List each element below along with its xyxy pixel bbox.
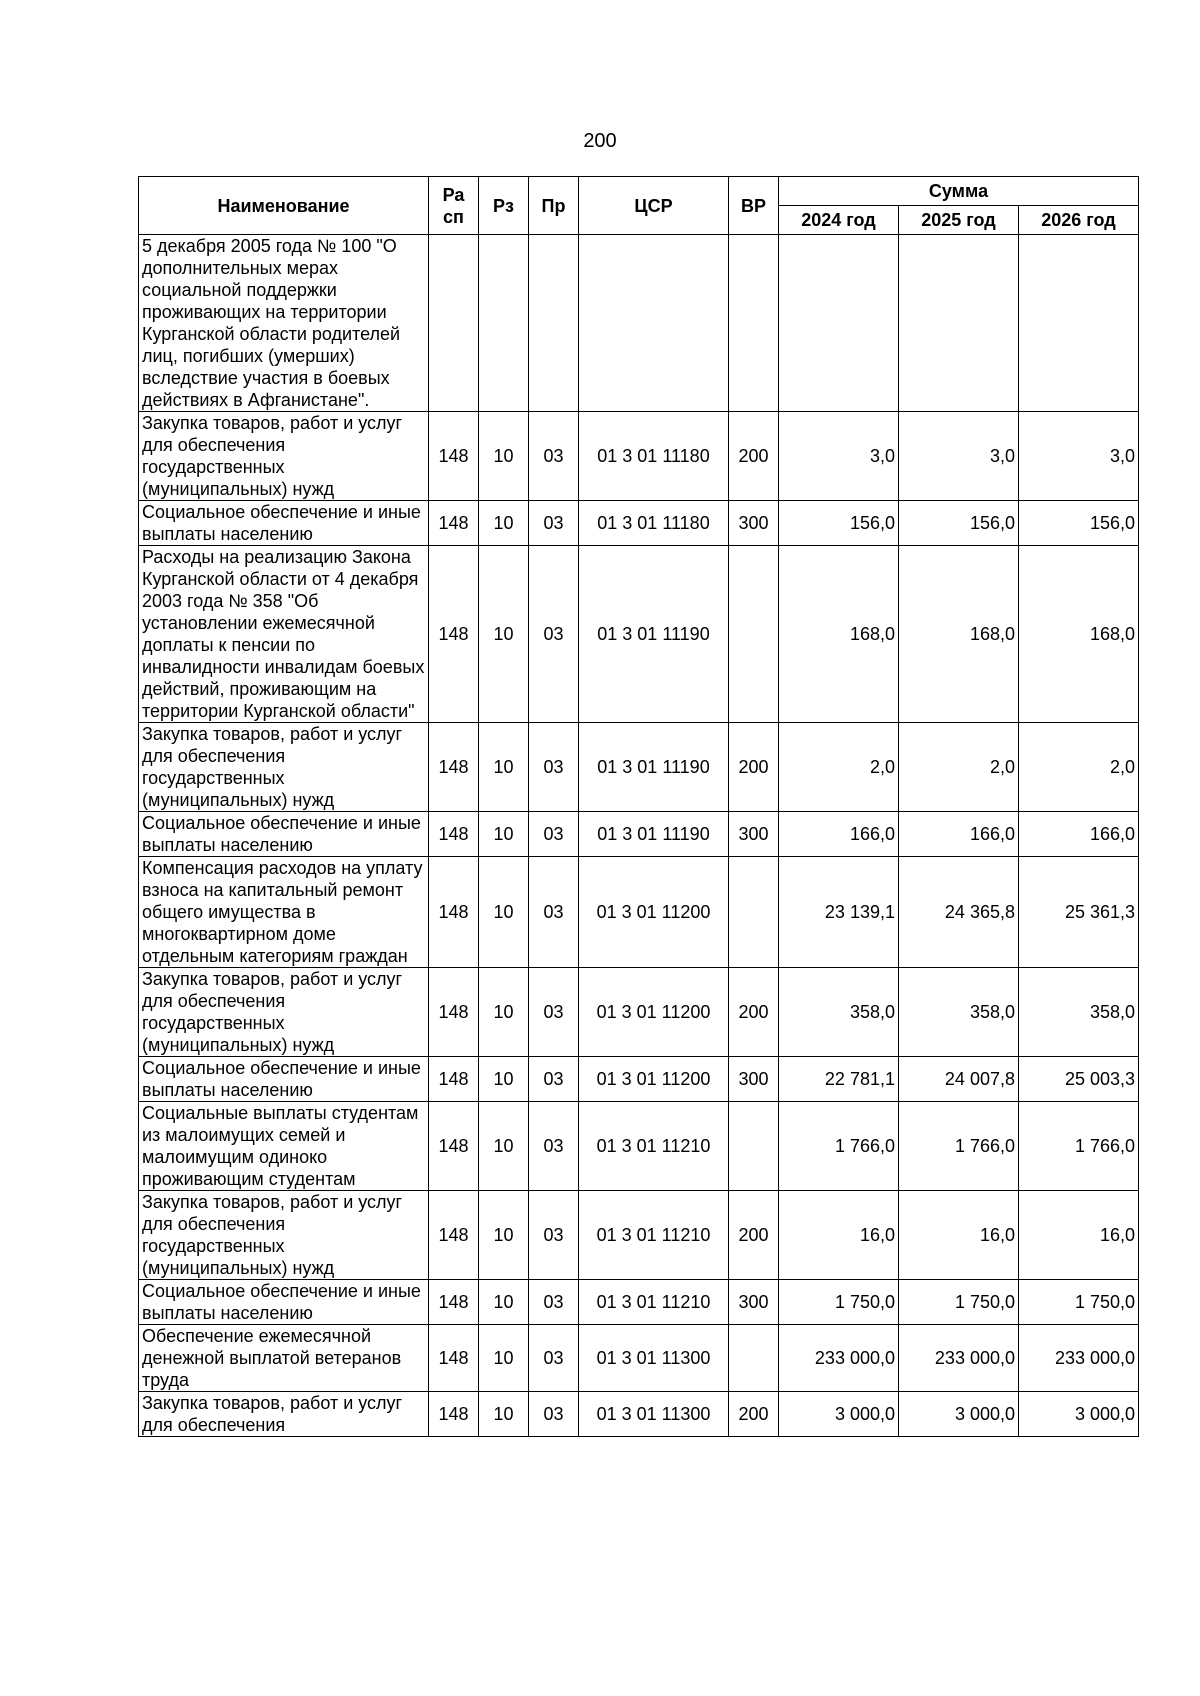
cell-pr: 03	[529, 812, 579, 857]
cell-csr: 01 3 01 11210	[579, 1280, 729, 1325]
cell-2024: 16,0	[779, 1191, 899, 1280]
table-row	[139, 546, 1139, 723]
cell-vr: 300	[729, 1280, 779, 1325]
cell-name: Социальное обеспечение и иные выплаты населению	[139, 501, 429, 546]
cell-rz: 10	[479, 1325, 529, 1392]
cell-pr: 03	[529, 1191, 579, 1280]
header-vr: ВР	[729, 177, 779, 235]
table-row	[139, 1325, 1139, 1392]
cell-pr: 03	[529, 1325, 579, 1392]
cell-2026: 233 000,0	[1019, 1325, 1139, 1392]
cell-vr: 200	[729, 723, 779, 812]
cell-vr: 300	[729, 501, 779, 546]
cell-2026: 1 766,0	[1019, 1102, 1139, 1191]
header-csr: ЦСР	[579, 177, 729, 235]
cell-rz	[479, 235, 529, 412]
cell-name: 5 декабря 2005 года № 100 "О дополнительных мерах социальной поддержки проживающих на территории Курганской области родителей лиц, погибших (умерших) вследствие участия в боевых действиях в Афганистане".	[139, 235, 429, 412]
header-rasp: Ра сп	[429, 177, 479, 235]
cell-csr: 01 3 01 11200	[579, 857, 729, 968]
cell-2025: 358,0	[899, 968, 1019, 1057]
cell-2026: 25 003,3	[1019, 1057, 1139, 1102]
table-row	[139, 235, 1139, 412]
cell-rz: 10	[479, 501, 529, 546]
cell-vr	[729, 857, 779, 968]
cell-2026: 166,0	[1019, 812, 1139, 857]
cell-2025: 168,0	[899, 546, 1019, 723]
table-row	[139, 1102, 1139, 1191]
cell-rz: 10	[479, 723, 529, 812]
cell-pr: 03	[529, 1057, 579, 1102]
cell-rasp: 148	[429, 1325, 479, 1392]
cell-rasp: 148	[429, 1280, 479, 1325]
cell-name: Социальное обеспечение и иные выплаты населению	[139, 1057, 429, 1102]
cell-pr	[529, 235, 579, 412]
cell-2025: 24 007,8	[899, 1057, 1019, 1102]
cell-2025: 166,0	[899, 812, 1019, 857]
cell-csr: 01 3 01 11210	[579, 1102, 729, 1191]
header-sum: Сумма	[779, 177, 1139, 206]
cell-name: Закупка товаров, работ и услуг для обеспечения государственных (муниципальных) нужд	[139, 1191, 429, 1280]
cell-vr	[729, 546, 779, 723]
cell-csr: 01 3 01 11180	[579, 501, 729, 546]
cell-pr: 03	[529, 501, 579, 546]
cell-rasp: 148	[429, 501, 479, 546]
table-row	[139, 1392, 1139, 1437]
cell-name: Социальное обеспечение и иные выплаты населению	[139, 812, 429, 857]
table-row	[139, 1280, 1139, 1325]
cell-rz: 10	[479, 1392, 529, 1437]
cell-csr: 01 3 01 11190	[579, 812, 729, 857]
cell-2025: 3,0	[899, 412, 1019, 501]
table-row	[139, 501, 1139, 546]
cell-2025: 2,0	[899, 723, 1019, 812]
cell-pr: 03	[529, 1280, 579, 1325]
cell-vr	[729, 1325, 779, 1392]
cell-2025: 3 000,0	[899, 1392, 1019, 1437]
page-number: 200	[583, 130, 617, 152]
cell-2026: 3 000,0	[1019, 1392, 1139, 1437]
header-rz: Рз	[479, 177, 529, 235]
cell-rz: 10	[479, 1280, 529, 1325]
cell-vr: 200	[729, 1392, 779, 1437]
cell-2026: 25 361,3	[1019, 857, 1139, 968]
cell-rz: 10	[479, 1102, 529, 1191]
cell-csr: 01 3 01 11190	[579, 546, 729, 723]
cell-rasp: 148	[429, 546, 479, 723]
cell-rasp: 148	[429, 968, 479, 1057]
cell-2024: 166,0	[779, 812, 899, 857]
cell-name: Расходы на реализацию Закона Курганской области от 4 декабря 2003 года № 358 "Об установлении ежемесячной доплаты к пенсии по инвалидности инвалидам боевых действий, проживающим на территории Курганской области"	[139, 546, 429, 723]
cell-2024: 23 139,1	[779, 857, 899, 968]
cell-2026: 156,0	[1019, 501, 1139, 546]
budget-table	[138, 176, 1139, 1437]
cell-rasp: 148	[429, 857, 479, 968]
cell-pr: 03	[529, 723, 579, 812]
cell-2026	[1019, 235, 1139, 412]
cell-rz: 10	[479, 968, 529, 1057]
cell-2026: 1 750,0	[1019, 1280, 1139, 1325]
cell-2024: 3 000,0	[779, 1392, 899, 1437]
cell-2026: 168,0	[1019, 546, 1139, 723]
cell-rz: 10	[479, 412, 529, 501]
cell-2024: 3,0	[779, 412, 899, 501]
cell-pr: 03	[529, 412, 579, 501]
cell-2026: 2,0	[1019, 723, 1139, 812]
cell-name: Закупка товаров, работ и услуг для обеспечения государственных (муниципальных) нужд	[139, 723, 429, 812]
cell-2024	[779, 235, 899, 412]
cell-csr	[579, 235, 729, 412]
cell-vr	[729, 235, 779, 412]
header-2024: 2024 год	[779, 206, 899, 235]
table-row	[139, 812, 1139, 857]
table-row	[139, 412, 1139, 501]
cell-2024: 233 000,0	[779, 1325, 899, 1392]
cell-pr: 03	[529, 1102, 579, 1191]
header-pr: Пр	[529, 177, 579, 235]
cell-rasp: 148	[429, 723, 479, 812]
cell-name: Закупка товаров, работ и услуг для обеспечения государственных (муниципальных) нужд	[139, 968, 429, 1057]
cell-name: Социальные выплаты студентам из малоимущих семей и малоимущим одиноко проживающим студентам	[139, 1102, 429, 1191]
cell-name: Закупка товаров, работ и услуг для обеспечения государственных (муниципальных) нужд	[139, 412, 429, 501]
header-2025: 2025 год	[899, 206, 1019, 235]
cell-name: Компенсация расходов на уплату взноса на капитальный ремонт общего имущества в многоквартирном доме отдельным категориям граждан	[139, 857, 429, 968]
cell-2024: 1 750,0	[779, 1280, 899, 1325]
cell-2025: 1 750,0	[899, 1280, 1019, 1325]
header-2026: 2026 год	[1019, 206, 1139, 235]
cell-rz: 10	[479, 546, 529, 723]
cell-rz: 10	[479, 1057, 529, 1102]
cell-csr: 01 3 01 11190	[579, 723, 729, 812]
cell-2024: 156,0	[779, 501, 899, 546]
cell-2025	[899, 235, 1019, 412]
cell-csr: 01 3 01 11300	[579, 1392, 729, 1437]
cell-vr: 200	[729, 968, 779, 1057]
cell-2026: 16,0	[1019, 1191, 1139, 1280]
cell-2024: 358,0	[779, 968, 899, 1057]
table-row	[139, 1191, 1139, 1280]
cell-vr: 300	[729, 1057, 779, 1102]
cell-vr: 300	[729, 812, 779, 857]
cell-csr: 01 3 01 11300	[579, 1325, 729, 1392]
cell-2024: 22 781,1	[779, 1057, 899, 1102]
cell-pr: 03	[529, 857, 579, 968]
table-row	[139, 723, 1139, 812]
cell-csr: 01 3 01 11200	[579, 1057, 729, 1102]
cell-pr: 03	[529, 546, 579, 723]
cell-rasp	[429, 235, 479, 412]
cell-vr: 200	[729, 1191, 779, 1280]
cell-rasp: 148	[429, 1392, 479, 1437]
cell-2024: 2,0	[779, 723, 899, 812]
cell-name: Закупка товаров, работ и услуг для обеспечения	[139, 1392, 429, 1437]
cell-pr: 03	[529, 968, 579, 1057]
cell-name: Обеспечение ежемесячной денежной выплатой ветеранов труда	[139, 1325, 429, 1392]
cell-rz: 10	[479, 857, 529, 968]
cell-csr: 01 3 01 11200	[579, 968, 729, 1057]
cell-2024: 1 766,0	[779, 1102, 899, 1191]
table-row	[139, 857, 1139, 968]
cell-vr	[729, 1102, 779, 1191]
table-header	[139, 177, 1139, 235]
cell-2026: 358,0	[1019, 968, 1139, 1057]
table-row	[139, 968, 1139, 1057]
cell-vr: 200	[729, 412, 779, 501]
cell-2025: 156,0	[899, 501, 1019, 546]
cell-2025: 16,0	[899, 1191, 1019, 1280]
cell-pr: 03	[529, 1392, 579, 1437]
table-row	[139, 1057, 1139, 1102]
cell-rasp: 148	[429, 812, 479, 857]
cell-2026: 3,0	[1019, 412, 1139, 501]
header-name: Наименование	[139, 177, 429, 235]
cell-csr: 01 3 01 11180	[579, 412, 729, 501]
cell-rasp: 148	[429, 1057, 479, 1102]
cell-rasp: 148	[429, 1102, 479, 1191]
cell-2024: 168,0	[779, 546, 899, 723]
cell-2025: 233 000,0	[899, 1325, 1019, 1392]
cell-rasp: 148	[429, 1191, 479, 1280]
cell-rasp: 148	[429, 412, 479, 501]
cell-rz: 10	[479, 1191, 529, 1280]
table-body	[139, 235, 1139, 1437]
cell-csr: 01 3 01 11210	[579, 1191, 729, 1280]
cell-name: Социальное обеспечение и иные выплаты населению	[139, 1280, 429, 1325]
cell-2025: 24 365,8	[899, 857, 1019, 968]
cell-2025: 1 766,0	[899, 1102, 1019, 1191]
cell-rz: 10	[479, 812, 529, 857]
